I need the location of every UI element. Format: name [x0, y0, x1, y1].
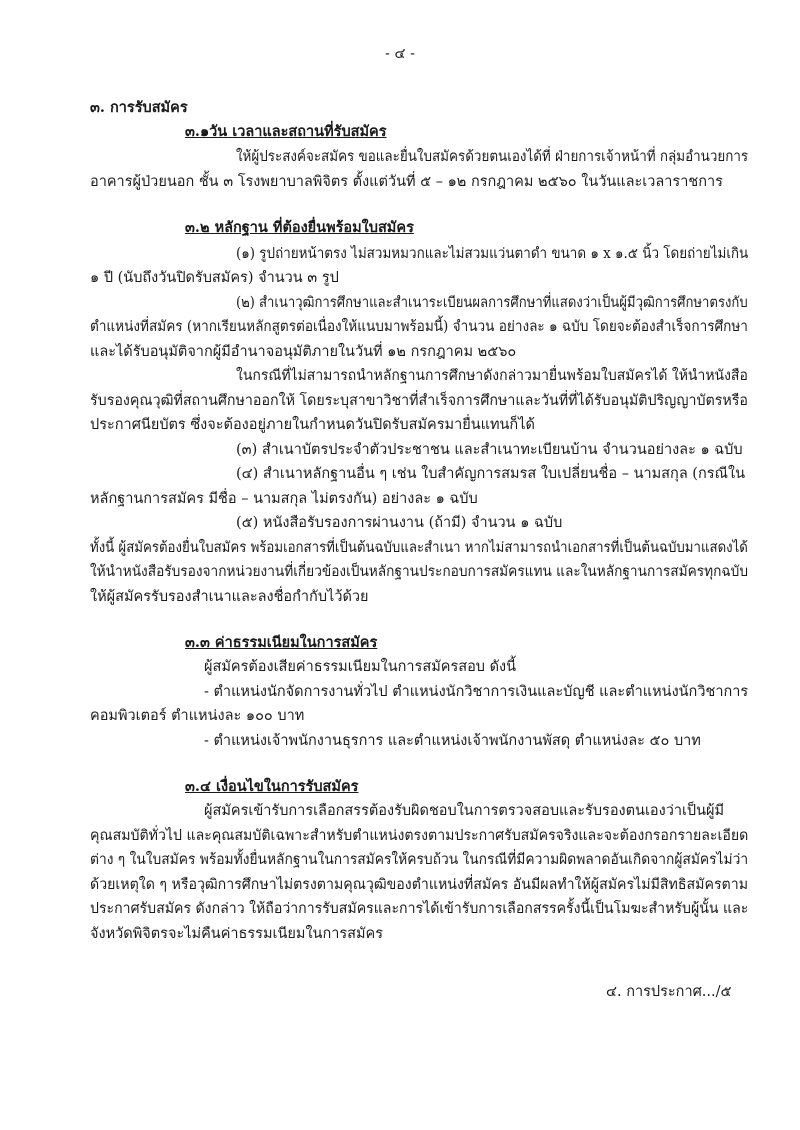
section-3-1-title: ๓.๑วัน เวลาและสถานที่รับสมัคร — [185, 123, 387, 140]
section-3-2-title: ๓.๒ หลักฐาน ที่ต้องยื่นพร้อมใบสมัคร — [185, 219, 414, 236]
section-3-3-title: ๓.๓ ค่าธรรมเนียมในการสมัคร — [185, 634, 378, 651]
section-3-3-line: ผู้สมัครต้องเสียค่าธรรมเนียมในการสมัครสอบ ดังนี้ — [204, 659, 517, 675]
section-3-2-line: (๓) สำเนาบัตรประจำตัวประชาชน และสำเนาทะเบียนบ้าน จำนวนอย่างละ ๑ ฉบับ — [236, 442, 743, 458]
section-3-4-line: คุณสมบัติทั่วไป และคุณสมบัติเฉพาะสำหรับตำแหน่งตรงตามประกาศรับสมัครจริงและจะต้องกรอกรายละเอียด — [90, 828, 749, 844]
page-number: - ๔ - — [385, 46, 415, 62]
section-3-4-line: ประกาศรับสมัคร ดังกล่าว ให้ถือว่าการรับสมัครและการได้เข้ารับการเลือกสรรครั้งนี้เป็นโมฆะสำหรับผู้นั้น และ — [90, 901, 749, 917]
section-3-2-line: รับรองคุณวุฒิที่สถานศึกษาออกให้ โดยระบุสาขาวิชาที่สำเร็จการศึกษาและวันที่ที่ได้รับอนุมัติปริญญาบัตรหรือ — [90, 393, 748, 409]
section-3-title: ๓. การรับสมัคร — [90, 99, 188, 116]
section-3-2-line: (๔) สำเนาหลักฐานอื่น ๆ เช่น ใบสำคัญการสมรส ใบเปลี่ยนชื่อ – นามสกุล (กรณีใน — [236, 466, 745, 482]
section-3-3-line: - ตำแหน่งเจ้าพนักงานธุรการ และตำแหน่งเจ้าพนักงานพัสดุ ตำแหน่งละ ๕๐ บาท — [204, 733, 701, 749]
section-3-2-line: ๑ ปี (นับถึงวันปิดรับสมัคร) จำนวน ๓ รูป — [90, 270, 339, 286]
section-3-3-line: คอมพิวเตอร์ ตำแหน่งละ ๑๐๐ บาท — [90, 708, 305, 724]
section-3-2-line: (๕) หนังสือรับรองการผ่านงาน (ถ้ามี) จำนวน ๑ ฉบับ — [236, 515, 563, 531]
continuation-note: ๔. การประกาศ.../๕ — [606, 984, 732, 1000]
section-3-2-line: ให้ผู้สมัครรับรองสำเนาและลงชื่อกำกับไว้ด้วย — [90, 589, 369, 605]
section-3-2-line: ทั้งนี้ ผู้สมัครต้องยื่นใบสมัคร พร้อมเอกสารที่เป็นต้นฉบับและสำเนา หากไม่สามารถนำเอกสารที่เป็นต้นฉบับมาแสดงได้ — [90, 540, 748, 556]
section-3-4-line: ด้วยเหตุใด ๆ หรือวุฒิการศึกษาไม่ตรงตามคุณวุฒิของตำแหน่งที่สมัคร อันมีผลทำให้ผู้สมัครไม่มีสิทธิสมัครตาม — [90, 877, 749, 893]
section-3-2-line: ประกาศนียบัตร ซึ่งจะต้องอยู่ภายในกำหนดวันปิดรับสมัครมายื่นแทนก็ได้ — [90, 417, 535, 433]
section-3-2-line: (๒) สำเนาวุฒิการศึกษาและสำเนาระเบียนผลการศึกษาที่แสดงว่าเป็นผู้มีวุฒิการศึกษาตรงกับ — [236, 295, 748, 311]
section-3-4-line: ผู้สมัครเข้ารับการเลือกสรรต้องรับผิดชอบในการตรวจสอบและรับรองตนเองว่าเป็นผู้มี — [204, 803, 725, 819]
section-3-2-line: และได้รับอนุมัติจากผู้มีอำนาจอนุมัติภายในวันที่ ๑๒ กรกฎาคม ๒๕๖๐ — [90, 344, 517, 360]
section-3-2-line: (๑) รูปถ่ายหน้าตรง ไม่สวมหมวกและไม่สวมแว่นตาดำ ขนาด ๑ x ๑.๕ นิ้ว โดยถ่ายไม่เกิน — [236, 246, 749, 262]
section-3-2-line: หลักฐานการสมัคร มีชื่อ – นามสกุล ไม่ตรงกัน) อย่างละ ๑ ฉบับ — [90, 491, 478, 507]
section-3-2-line: ในกรณีที่ไม่สามารถนำหลักฐานการศึกษาดังกล่าวมายื่นพร้อมใบสมัครได้ ให้นำหนังสือ — [236, 368, 748, 384]
section-3-1-line: อาคารผู้ป่วยนอก ชั้น ๓ โรงพยาบาลพิจิตร ตั้งแต่วันที่ ๕ – ๑๒ กรกฎาคม ๒๕๖๐ ในวันและเวลาราชการ — [90, 174, 723, 190]
section-3-4-title: ๓.๔ เงื่อนไขในการรับสมัคร — [185, 778, 359, 795]
section-3-4-line: จังหวัดพิจิตรจะไม่คืนค่าธรรมเนียมในการสมัคร — [90, 926, 384, 942]
section-3-1-line: ให้ผู้ประสงค์จะสมัคร ขอและยื่นใบสมัครด้วยตนเองได้ที่ ฝ่ายการเจ้าหน้าที่ กลุ่มอำนวยการ — [236, 149, 749, 165]
section-3-2-line: ให้นำหนังสือรับรองจากหน่วยงานที่เกี่ยวข้องเป็นหลักฐานประกอบการสมัครแทน และในหลักฐานการสมัครทุกฉบับ — [90, 564, 749, 580]
section-3-3-line: - ตำแหน่งนักจัดการงานทั่วไป ตำแหน่งนักวิชาการเงินและบัญชี และตำแหน่งนักวิชาการ — [204, 684, 749, 700]
section-3-2-line: ตำแหน่งที่สมัคร (หากเรียนหลักสูตรต่อเนื่องให้แนบมาพร้อมนี้) จำนวน อย่างละ ๑ ฉบับ โดยจะต้องสำเร็จการศึกษา — [90, 319, 748, 335]
section-3-4-line: ต่าง ๆ ในใบสมัคร พร้อมทั้งยื่นหลักฐานในการสมัครให้ครบถ้วน ในกรณีที่มีความผิดพลาดอันเกิดจากผู้สมัครไม่ว่า — [90, 852, 749, 868]
